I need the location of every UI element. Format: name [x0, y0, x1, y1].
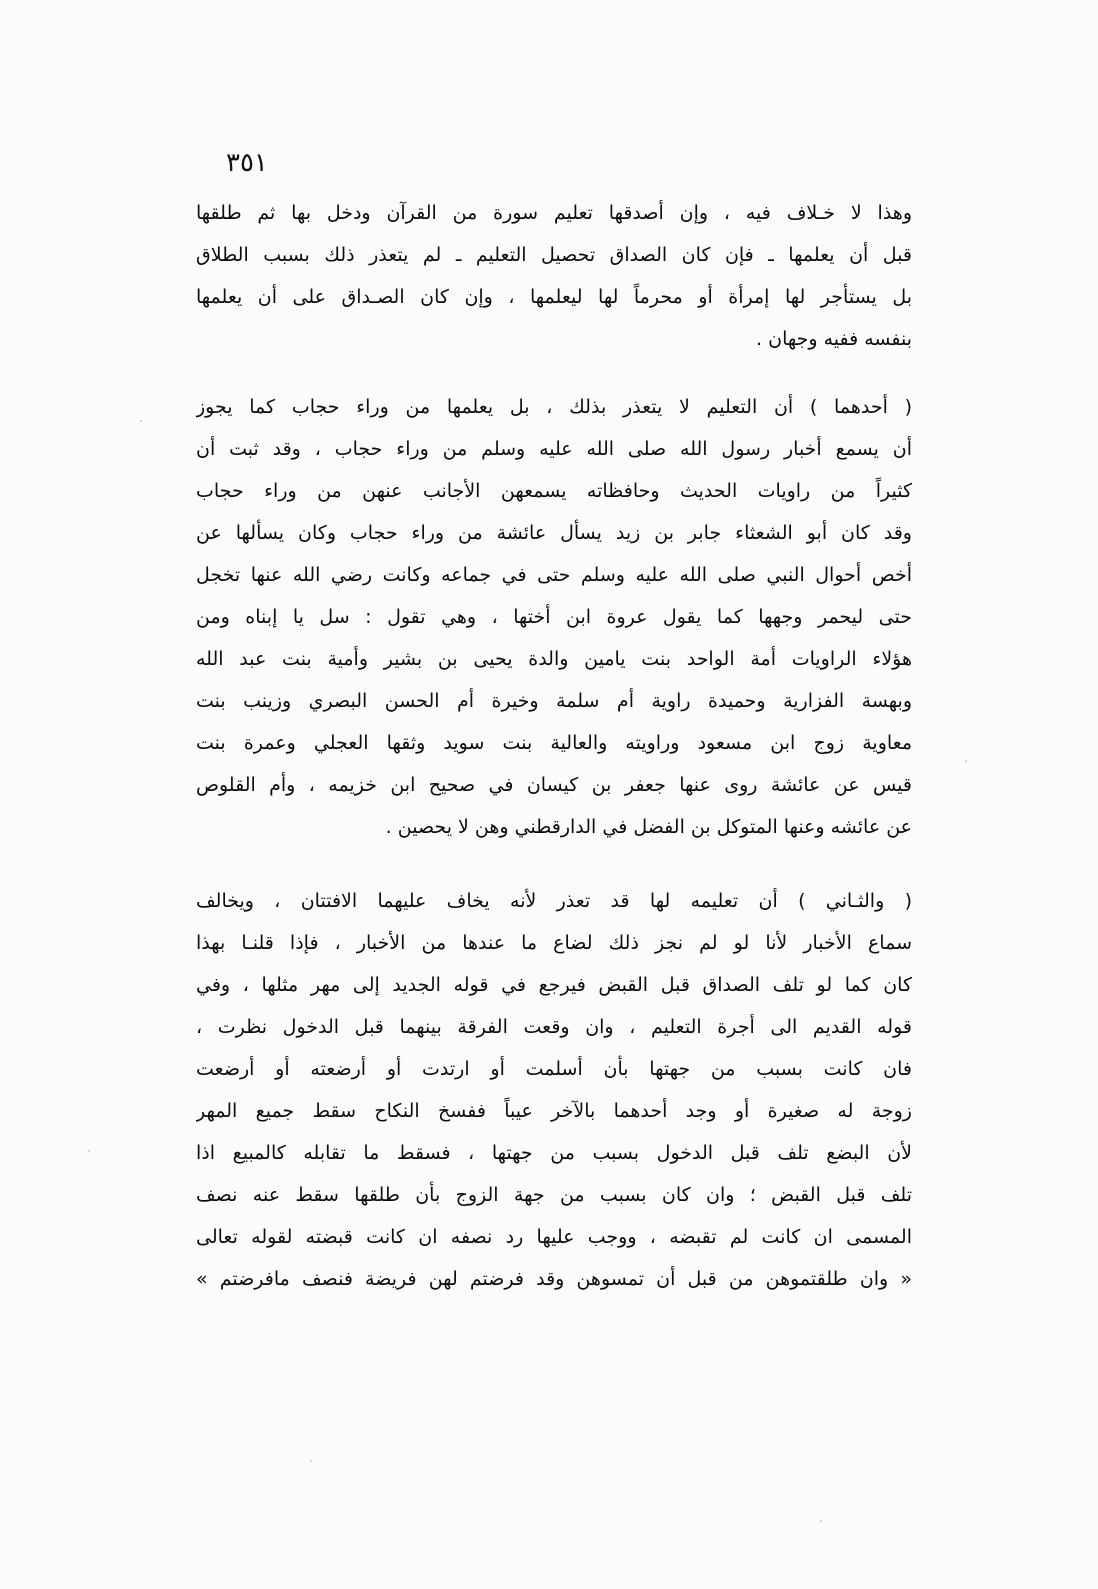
text-line: معاوية زوج ابن مسعود وراويته والعالية بنت سويد وثقها العجلي وعمرة بنت [196, 732, 912, 754]
text-line: وقد كان أبو الشعثاء جابر بن زيد يسأل عائشة من وراء حجاب وكان يسألها عن [196, 522, 912, 544]
text-line: هؤلاء الراويات أمة الواحد بنت يامين والدة يحيى بن بشير وأمية بنت عبد الله [196, 648, 912, 670]
text-line: بل يستأجر لها إمرأة أو محرماً لها ليعلمها ، وإن كان الصـداق على أن يعلمها [196, 286, 912, 308]
text-line: ( أحدهما ) أن التعليم لا يتعذر بذلك ، بل يعلمها من وراء حجاب كما يجوز [196, 396, 912, 418]
text-line: أخص أحوال النبي صلى الله عليه وسلم حتى في جماعه وكانت رضي الله عنها تخجل [196, 564, 912, 586]
text-line: عن عائشه وعنها المتوكل بن الفضل في الدارقطني وهن لا يحصين . [385, 816, 912, 838]
text-line: وبهسة الفزارية وحميدة راوية أم سلمة وخيرة أم الحسن البصري وزينب بنت [196, 690, 912, 712]
text-line: تلف قبل القبض ؛ وان كان بسبب من جهة الزوج بأن طلقها سقط عنه نصف [196, 1184, 912, 1206]
text-line: فان كانت بسبب من جهتها بأن أسلمت أو ارتدت أو أرضعته أو أرضعت [196, 1058, 912, 1080]
text-line: لأن البضع تلف قبل الدخول بسبب من جهتها ، فسقط ما تقابله كالمبيع اذا [196, 1142, 912, 1164]
paragraph-3 [196, 880, 912, 1300]
text-line: حتى ليحمر وجهها كما يقول عروة ابن أختها ، وهي تقول : سل يا إبناه ومن [196, 606, 912, 628]
text-line: زوجة له صغيرة أو وجد أحدهما بالآخر عيباً ففسخ النكاح سقط جميع المهر [196, 1100, 912, 1122]
paragraph-1 [196, 192, 912, 360]
text-line: قبل أن يعلمها ـ فإن كان الصداق تحصيل التعليم ـ لم يتعذر ذلك بسبب الطلاق [196, 244, 912, 266]
page-number: ٣٥١ [226, 148, 268, 178]
scan-speck [88, 1150, 90, 1152]
text-line: سماع الأخبار لأنا لو لم نجز ذلك لضاع ما عندها من الأخبار ، فإذا قلنـا بهذا [196, 932, 912, 954]
scan-speck [820, 1520, 822, 1522]
scan-speck [140, 420, 142, 422]
scan-speck [965, 760, 967, 762]
scan-speck [310, 1460, 312, 1462]
text-line: قوله القديم الى أجرة التعليم ، وان وقعت الفرقة بينهما قبل الدخول نظرت ، [196, 1016, 912, 1038]
text-line: بنفسه ففيه وجهان . [756, 328, 912, 350]
text-line: أن يسمع أخبار رسول الله صلى الله عليه وسلم من وراء حجاب ، وقد ثبت أن [196, 438, 912, 460]
text-line: قيس عن عائشة روى عنها جعفر بن كيسان في صحيح ابن خزيمه ، وأم القلوص [196, 774, 912, 796]
text-line: المسمى ان كانت لم تقبضه ، ووجب عليها رد نصفه ان كانت قبضته لقوله تعالى [196, 1226, 912, 1248]
text-line: « وان طلقتموهن من قبل أن تمسوهن وقد فرضتم لهن فريضة فنصف مافرضتم » [196, 1268, 912, 1290]
text-line: ( والثـاني ) أن تعليمه لها قد تعذر لأنه يخاف عليهما الافتتان ، ويخالف [196, 890, 912, 912]
paragraph-2 [196, 386, 912, 848]
text-line: وهذا لا خـلاف فيه ، وإن أصدقها تعليم سورة من القرآن ودخل بها ثم طلقها [196, 202, 912, 224]
text-line: كثيراً من راويات الحديث وحافظاته يسمعهن الأجانب عنهن من وراء حجاب [196, 480, 912, 502]
text-line: كان كما لو تلف الصداق قبل القبض فيرجع في قوله الجديد إلى مهر مثلها ، وفي [196, 974, 912, 996]
